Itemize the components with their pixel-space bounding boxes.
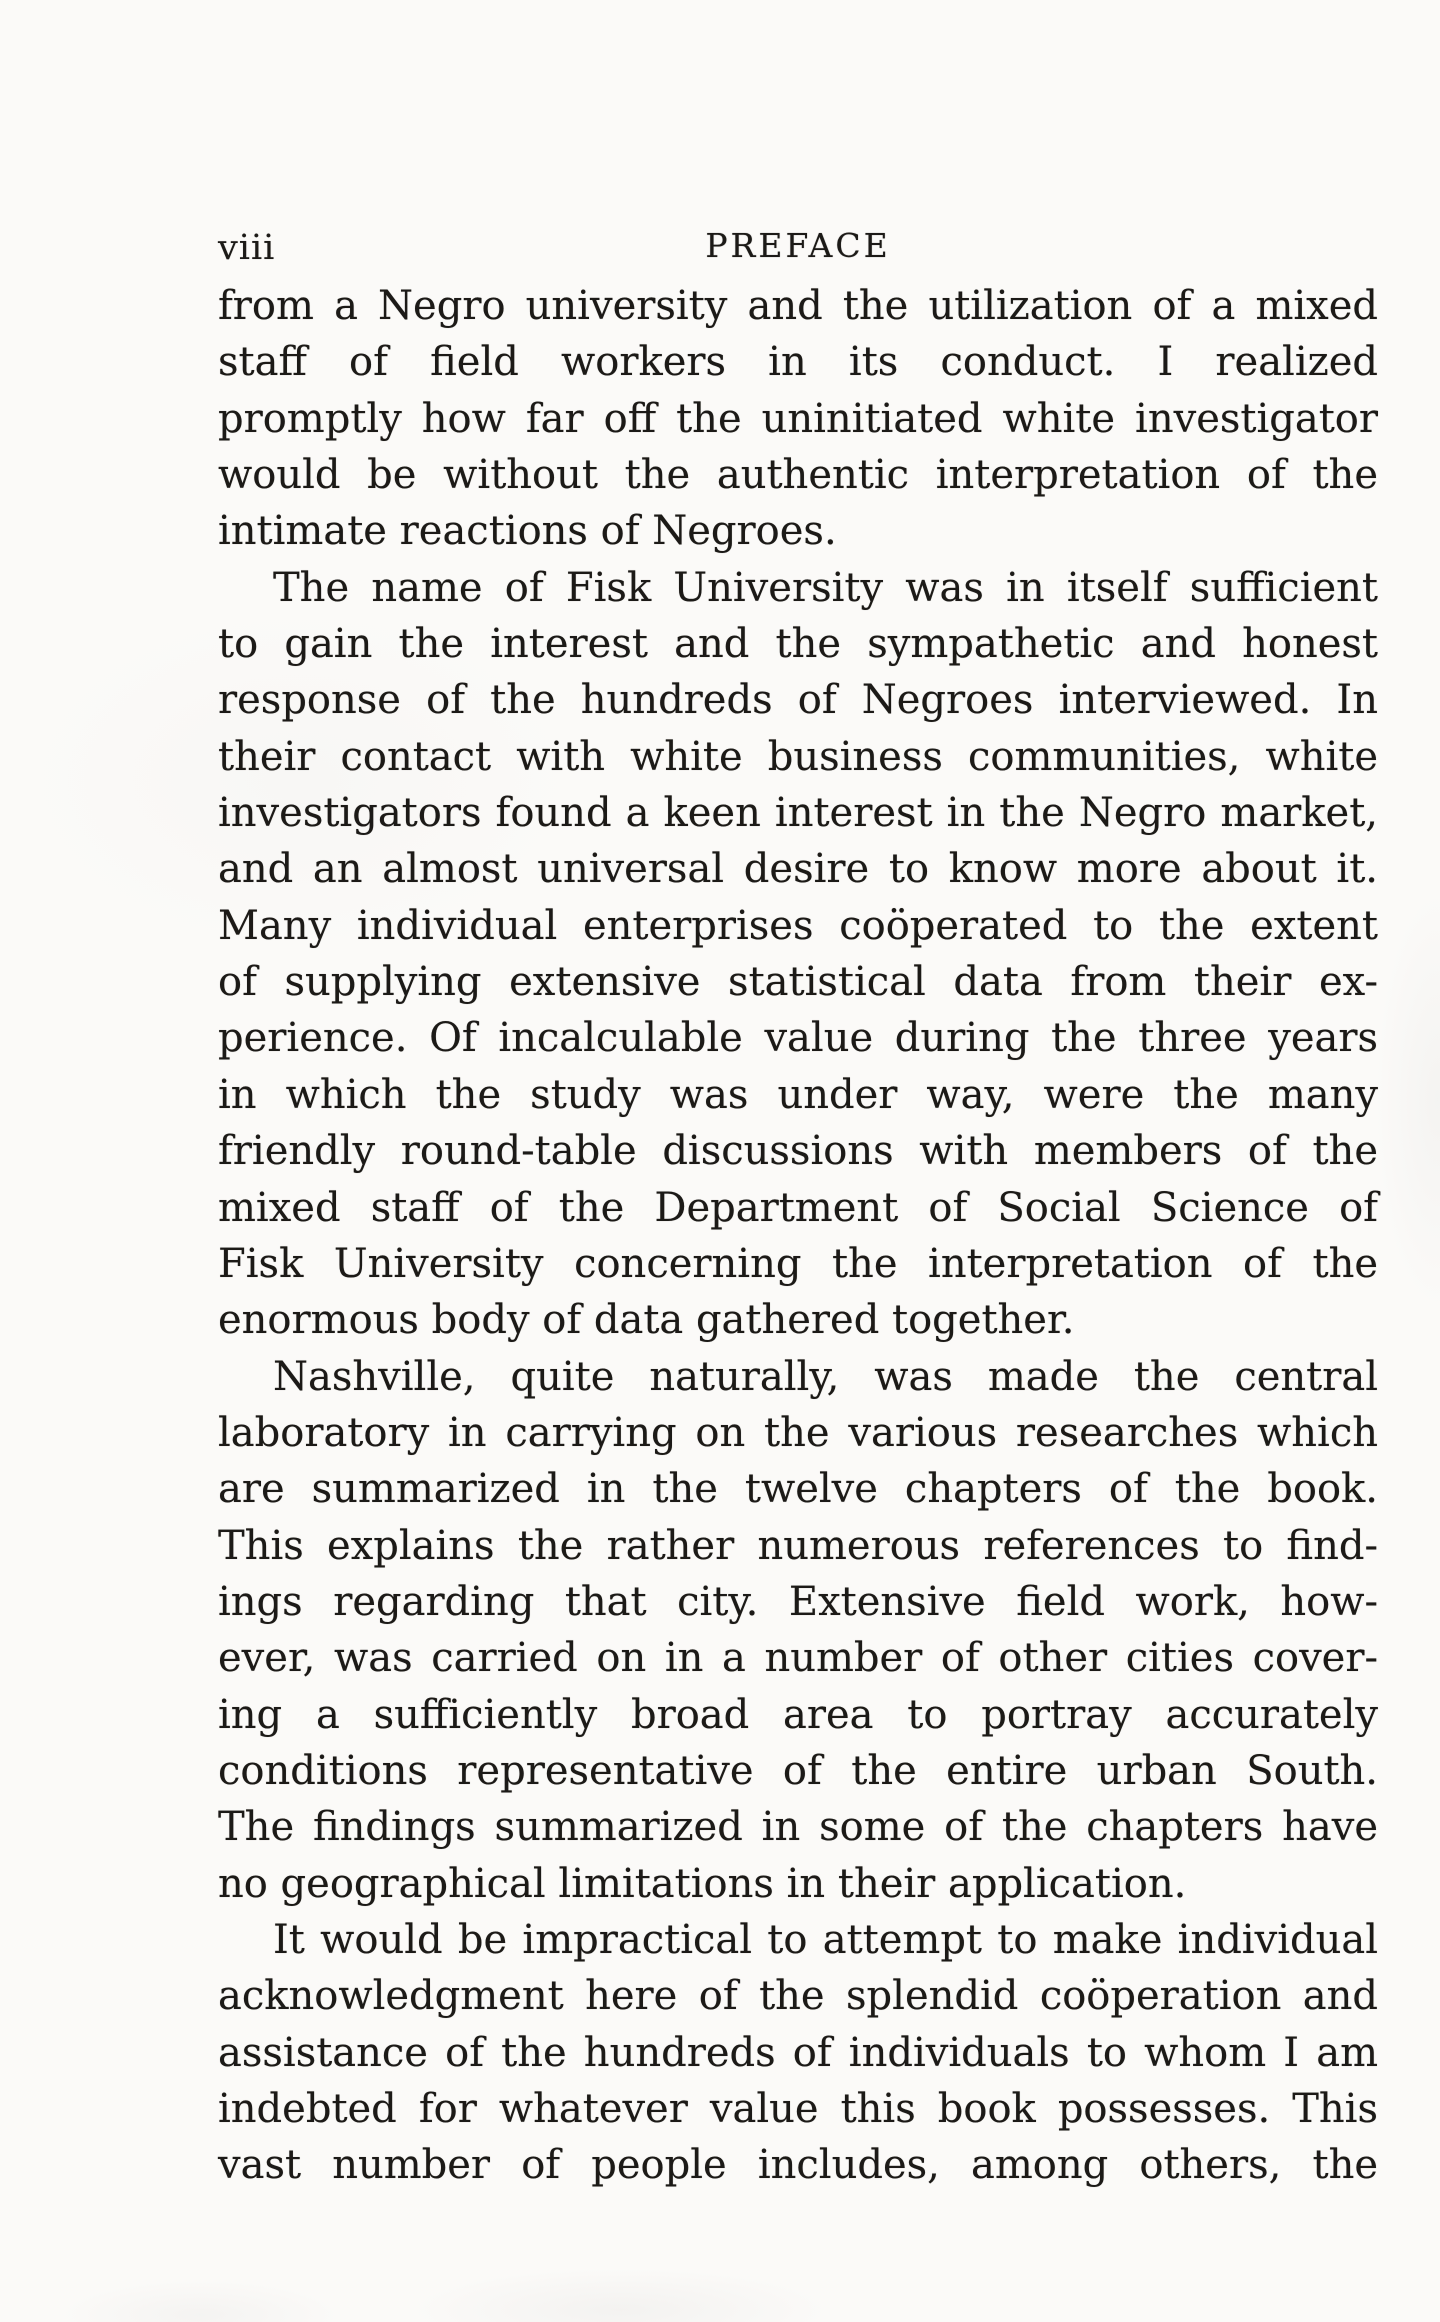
text-line: their contact with white business communities, white (218, 733, 1378, 780)
text-line: The findings summarized in some of the chapters have (218, 1804, 1378, 1851)
text-line: perience. Of incalculable value during the three years (218, 1015, 1378, 1062)
text-line: conditions representative of the entire urban South. (218, 1747, 1378, 1794)
text-line: ing a sufficiently broad area to portray accurately (218, 1691, 1378, 1738)
text-line: investigators found a keen interest in the Negro market, (218, 790, 1378, 837)
text-line: friendly round-table discussions with members of the (218, 1128, 1378, 1175)
text-line: indebted for whatever value this book possesses. This (218, 2086, 1378, 2132)
text-line: promptly how far off the uninitiated white investigator (218, 395, 1378, 442)
text-line: The name of Fisk University was in itself sufficient (273, 564, 1378, 611)
text-line: This explains the rather numerous references to find- (218, 1522, 1378, 1569)
text-line: vast number of people includes, among others, the (218, 2142, 1378, 2189)
text-line: in which the study was under way, were the many (218, 1071, 1378, 1118)
text-line: from a Negro university and the utilization of a mixed (218, 283, 1378, 329)
text-line: acknowledgment here of the splendid coöperation and (218, 1973, 1378, 2020)
text-line: Many individual enterprises coöperated to the extent (218, 902, 1378, 949)
text-line: response of the hundreds of Negroes interviewed. In (218, 677, 1378, 724)
text-line: Fisk University concerning the interpretation of the (218, 1240, 1378, 1287)
text-line: enormous body of data gathered together. (218, 1297, 1075, 1344)
text-line: assistance of the hundreds of individuals to whom I am (218, 2029, 1378, 2076)
text-line: Nashville, quite naturally, was made the central (273, 1353, 1378, 1400)
text-line: mixed staff of the Department of Social Science of (218, 1184, 1378, 1231)
text-line: staff of field workers in its conduct. I realized (218, 339, 1378, 386)
text-line: no geographical limitations in their application. (218, 1860, 1187, 1907)
text-line: would be without the authentic interpretation of the (218, 452, 1378, 499)
body-text (218, 278, 1378, 2194)
text-line: intimate reactions of Negroes. (218, 508, 837, 555)
text-line: It would be impractical to attempt to make individual (273, 1916, 1378, 1963)
text-line: of supplying extensive statistical data from their ex- (218, 959, 1378, 1006)
text-line: laboratory in carrying on the various researches which (218, 1409, 1378, 1456)
text-line: and an almost universal desire to know more about it. (218, 846, 1378, 893)
text-line: to gain the interest and the sympathetic and honest (218, 621, 1378, 668)
page-title: PREFACE (705, 226, 891, 265)
running-head (218, 226, 1378, 270)
text-line: are summarized in the twelve chapters of the book. (218, 1466, 1378, 1513)
page-number: viii (218, 228, 276, 268)
text-line: ever, was carried on in a number of other cities cover- (218, 1635, 1378, 1682)
text-line: ings regarding that city. Extensive field work, how- (218, 1578, 1378, 1625)
